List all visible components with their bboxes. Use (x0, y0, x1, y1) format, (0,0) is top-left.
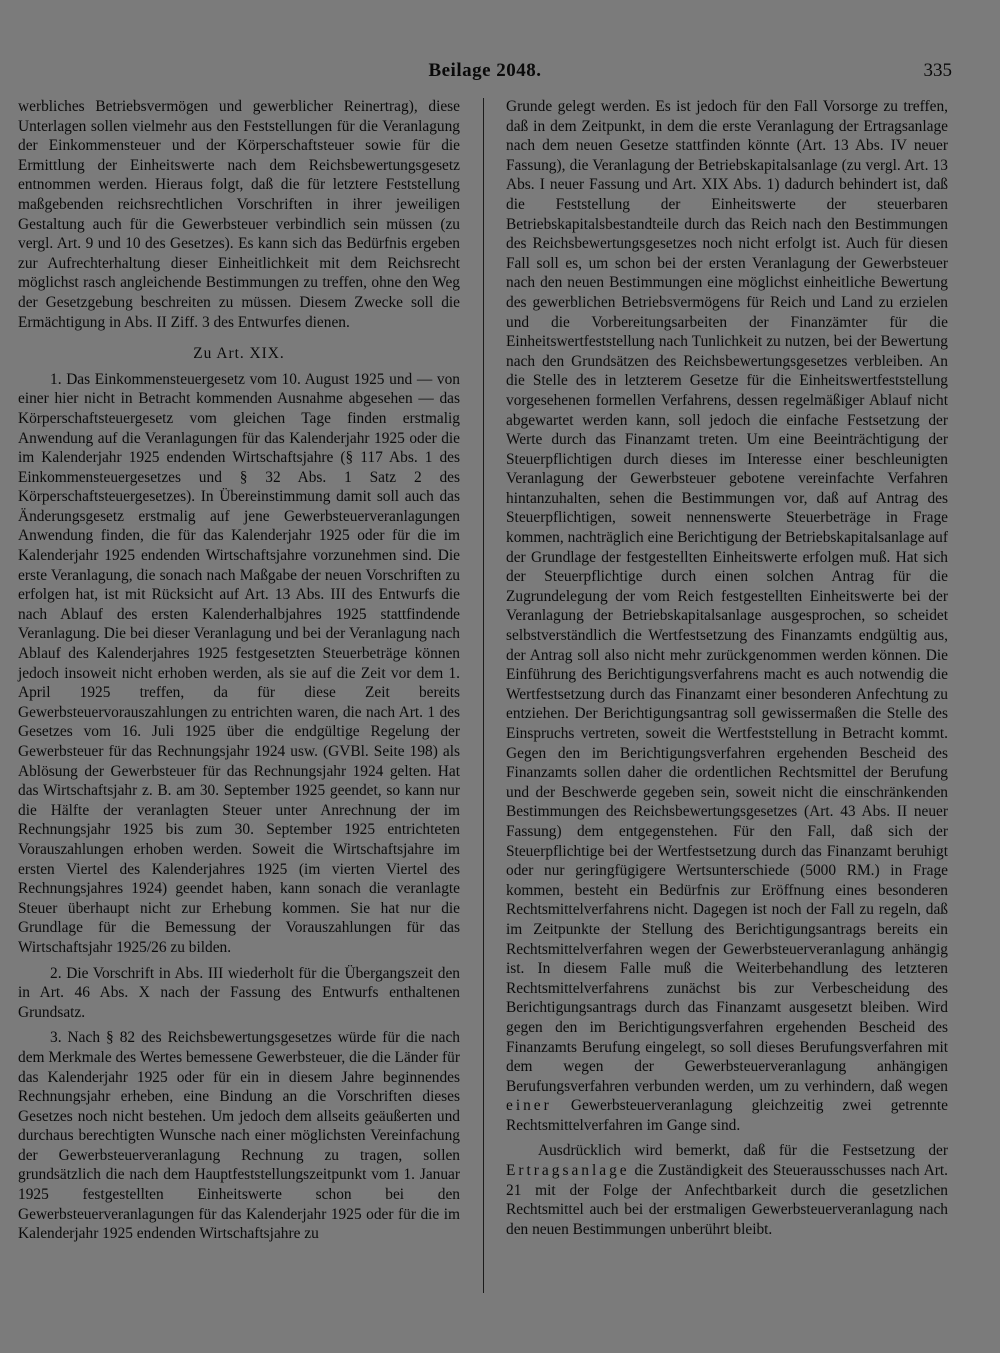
running-title: Beilage 2048. (428, 60, 542, 81)
emphasized-word: Ertragsanlage (506, 1162, 630, 1180)
paragraph-text: Ausdrücklich wird bemerkt, daß für die Festsetzung der (538, 1142, 948, 1160)
paragraph-text: die Zuständigkeit des Steuerausschusses nach Art. 21 mit der Folge der Anfechtbarkeit durch die gesetzlichen Rechtsmittel auch bei der erstmaligen Gewerbsteuerveranlagung nach den neuen Bestimmungen unberührt bleibt. (506, 1162, 948, 1238)
paragraph (506, 1141, 948, 1239)
left-column (18, 97, 460, 1244)
paragraph-text: Gewerbsteuerveranlagung gleichzeitig zwei getrennte Rechtsmittelverfahren im Gange sind. (506, 1097, 948, 1134)
paragraph: 1. Das Einkommensteuergesetz vom 10. August 1925 und — von einer hier nicht in Betracht kommenden Ausnahme abgesehen — das Körperschaftsteuergesetz vom gleichen Tage finden erstmalig Anwendung auf die Veranlagungen für das Kalenderjahr 1925 oder die im Kalenderjahr 1925 endenden Wirtschaftsjahre (§ 117 Abs. 1 des Einkommensteuergesetzes und § 32 Abs. 1 Satz 2 des Körperschaftsteuergesetzes). In Übereinstimmung damit soll auch das Änderungsgesetz erstmalig auf jene Gewerbsteuerveranlagungen Anwendung finden, die für das Kalenderjahr 1925 oder für die im Kalenderjahr 1925 endenden Wirtschaftsjahre vorzunehmen sind. Die erste Veranlagung, die sonach nach Maßgabe der neuen Vorschriften zu erfolgen hat, ist mit Rücksicht auf Art. 13 Abs. III des Entwurfs die nach Ablauf des ersten Kalenderhalbjahres 1925 stattfindende Veranlagung. Die bei dieser Veranlagung und bei der Veranlagung nach Ablauf des Kalenderjahres 1925 festgesetzten Steuerbeträge können jedoch insoweit nicht erhoben werden, als sie auf die Zeit vor dem 1. April 1925 treffen, da für diese Zeit bereits Gewerbsteuervorauszahlungen zu entrichten waren, die nach Art. 1 des Gesetzes vom 16. Juli 1925 über die endgültige Regelung der Gewerbsteuer für das Rechnungsjahr 1924 usw. (GVBl. Seite 198) als Ablösung der Gewerbsteuer für das Rechnungsjahr 1924 gelten. Hat das Wirtschaftsjahr z. B. am 30. September 1925 geendet, so kann nur die Hälfte der veranlagten Steuer unter Anrechnung der im Rechnungsjahr 1925 bis zum 30. September 1925 entrichteten Vorauszahlungen erhoben werden. Soweit die Wirtschaftsjahre im ersten Viertel des Kalenderjahres 1925 (im vierten Viertel des Rechnungsjahres 1924) geendet haben, kann sonach die veranlagte Steuer überhaupt nicht zur Erhebung kommen. Sie hat nur die Grundlage für die Bemessung der Vorauszahlungen für das Wirtschaftsjahr 1925/26 zu bilden. (18, 370, 460, 956)
page-number: 335 (923, 60, 952, 81)
paragraph-text: Grunde gelegt werden. Es ist jedoch für den Fall Vorsorge zu treffen, daß in dem Zeitpunkt, in dem die erste Veranlagung der Ertragsanlage nach dem neuen Gesetze stattfinden könnte (Art. 13 Abs. IV neuer Fassung), die Veranlagung der Betriebskapitalsanlage (zu vergl. Art. 13 Abs. I neuer Fassung und Art. XIX Abs. 1) dadurch behindert ist, daß die Feststellung der Einheitswerte der steuerbaren Betriebskapitalsbestandteile durch das Reich nach den Bestimmungen des Reichsbewertungsgesetzes noch nicht erfolgt ist. Auch für diesen Fall soll es, um schon bei der ersten Veranlagung der Gewerbsteuer nach den neuen Bestimmungen eine möglichst einheitliche Bewertung des gewerblichen Betriebsvermögens für Reich und Land zu erzielen und die Vorbereitungsarbeiten der Finanzämter für die Einheitswertfeststellung nach Tunlichkeit zu nutzen, bei der Bewertung nach den Grundsätzen des Reichsbewertungsgesetzes verbleiben. An die Stelle des in letzterem Gesetze für die Einheitswertfeststellung vorgesehenen formellen Verfahrens, dessen regelmäßiger Ablauf nicht abgewartet werden kann, soll jedoch die einfache Festsetzung der Werte durch das Finanzamt treten. Um eine Beeinträchtigung der Steuerpflichtigen durch dieses im Interesse einer beschleunigten Veranlagung der Gewerbsteuer gebotene vereinfachte Verfahren hintanzuhalten, sehen die Bestimmungen vor, daß auf Antrag des Steuerpflichtigen, soweit nennenswerte Steuerbeträge in Frage kommen, nachträglich eine Berichtigung der Betriebskapitalsanlage auf der Grundlage der festgestellten Einheitswerte erfolgen muß. Hat sich der Steuerpflichtige durch einen solchen Antrag für die Zugrundelegung der vom Reich festgestellten Einheitswerte bei der Veranlagung der Betriebskapitalsanlage ausgesprochen, so scheidet selbstverständlich die Wertfestsetzung des Finanzamts endgültig aus, der Antrag soll also nicht mehr zurückgenommen werden können. Die Einführung des Berichtigungsverfahrens macht es auch notwendig die Wertfestsetzung durch das Finanzamt einer besonderen Anfechtung zu entziehen. Der Berichtigungsantrag soll gewissermaßen die Stelle des Einspruchs vertreten, soweit die Wertfeststellung in Betracht kommt. Gegen den im Berichtigungsverfahren ergehenden Bescheid des Finanzamts sollen daher die ordentlichen Rechtsmittel der Berufung und der Beschwerde gegeben sein, soweit nicht die einschränkenden Bestimmungen des Reichsbewertungsgesetzes (Art. 43 Abs. II neuer Fassung) dem entgegenstehen. Für den Fall, daß sich der Steuerpflichtige bei der Wertfestsetzung durch das Finanzamt beruhigt oder nur geringfügigere Wertsunterschiede (5000 RM.) in Frage kommen, besteht ein Bedürfnis zur Eröffnung eines besonderen Rechtsmittelverfahrens nicht. Dagegen ist noch der Fall zu regeln, daß im Zeitpunkte der Stellung des Berichtigungsantrags bereits ein Rechtsmittelverfahren wegen der Gewerbsteuerveranlagung anhängig ist. In diesem Falle muß die Weiterbehandlung des letzteren Rechtsmittelverfahrens zunächst bis zur Verbescheidung des Berichtigungsantrags durch das Finanzamt ausgesetzt bleiben. Wird gegen den im Berichtigungsverfahren ergehenden Bescheid des Finanzamts Berufung eingelegt, so soll dieses Berufungsverfahren mit dem wegen der Gewerbsteuerveranlagung anhängigen Berufungsverfahren verbunden werden, um zu verhindern, daß wegen (506, 98, 948, 1095)
page-header (18, 60, 952, 86)
paragraph: 3. Nach § 82 des Reichsbewertungsgesetzes würde für die nach dem Merkmale des Wertes bemessene Gewerbsteuer, die die Länder für das Kalenderjahr 1925 oder für ein in diesem Jahre beginnendes Rechnungsjahr erheben, eine Bindung an die Vorschriften dieses Gesetzes noch nicht bestehen. Um jedoch dem allseits geäußerten und durchaus berechtigten Wunsche nach einer möglichsten Vereinfachung der Gewerbsteuerveranlagung Rechnung zu tragen, sollen grundsätzlich die nach dem Hauptfeststellungszeitpunkt vom 1. Januar 1925 festgestellten Einheitswerte schon bei den Gewerbsteuerveranlagungen für das Kalenderjahr 1925 oder für die im Kalenderjahr 1925 endenden Wirtschaftsjahre zu (18, 1029, 460, 1243)
paragraph: 2. Die Vorschrift in Abs. III wiederholt für die Übergangszeit den in Art. 46 Abs. X nach der Fassung des Entwurfs enthaltenen Grundsatz. (18, 964, 460, 1021)
paragraph: werbliches Betriebsvermögen und gewerblicher Reinertrag), diese Unterlagen sollen vielmehr aus den Feststellungen für die Veranlagung der Einkommensteuer und der Körperschaftsteuer sowie für die Ermittlung der Einheitswerte nach dem Reichsbewertungsgesetz entnommen werden. Hieraus folgt, daß die für letztere Feststellung maßgebenden reichsrechtlichen Vorschriften in ihrer jeweiligen Gestaltung auch für die Gewerbsteuer verbindlich sein müssen (zu vergl. Art. 9 und 10 des Gesetzes). Es kann sich das Bedürfnis ergeben zur Aufrechterhaltung dieser Einheitlichkeit mit dem Reichsrecht möglichst rasch angleichende Bestimmungen zu treffen, ohne den Weg der Gesetzgebung beschreiten zu müssen. Diesem Zwecke soll die Ermächtigung in Abs. II Ziff. 3 des Entwurfes dienen. (18, 98, 460, 331)
column-divider (483, 98, 484, 1293)
paragraph (506, 97, 948, 1135)
section-heading: Zu Art. XIX. (193, 345, 285, 363)
right-column (506, 97, 948, 1239)
emphasized-word: einer (506, 1097, 552, 1115)
